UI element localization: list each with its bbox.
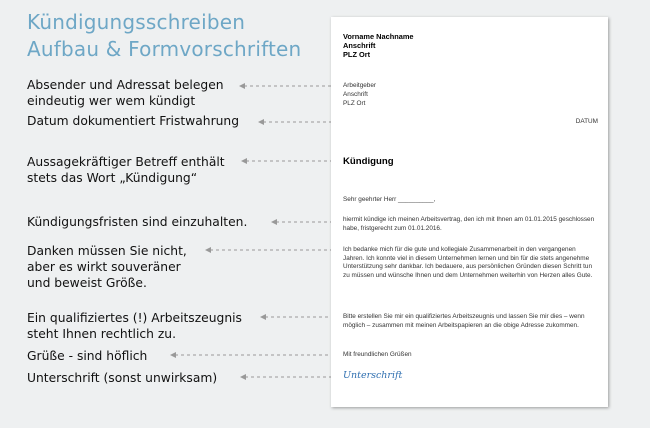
label-line: stets das Wort „Kündigung“: [27, 171, 198, 185]
label-line: Aussagekräftiger Betreff enthält: [27, 155, 225, 169]
letter-signature: Unterschrift: [343, 370, 403, 381]
recipient-block: [343, 81, 598, 108]
connector-greetings: [170, 352, 338, 358]
label-line: Ein qualifiziertes (!) Arbeitszeugnis: [27, 311, 242, 325]
connector-notice-period: [271, 219, 338, 225]
title-line-2: Aufbau & Formvorschriften: [27, 37, 302, 61]
label-line: Grüße - sind höflich: [27, 349, 148, 363]
sender-city: PLZ Ort: [343, 50, 371, 60]
letter-paragraph-thanks: Ich bedanke mich für die gute und kollegiale Zusammenarbeit in den vergangenen Jahren. Ich konnte viel in diesem Unternehmen lernen und bin für die stets angenehme Unterstützung sehr dankbar. Ich bedauere, aus persönlichen Gründen diesen Schritt tun zu müssen und wünsche Ihnen und dem Unternehmen weiterhin von Herzen alles Gute.: [343, 246, 593, 279]
letter-subject: Kündigung: [343, 156, 394, 167]
connector-reference: [260, 314, 338, 320]
label-line: Absender und Adressat belegen: [27, 78, 224, 92]
letter-paragraph-reference: Bitte erstellen Sie mir ein qualifiziertes Arbeitszeugnis und lassen Sie mir dies – wenn möglich – zusammen mit meinen Arbeitspapieren an die obige Adresse zukommen.: [343, 313, 585, 329]
letter-closing: Mit freundlichen Grüßen: [343, 351, 412, 358]
sender-street: Anschrift: [343, 41, 376, 51]
connector-signature: [240, 374, 338, 380]
connector-sender: [239, 83, 338, 89]
sender-name: Vorname Nachname: [343, 32, 414, 41]
recipient-name: Arbeitgeber: [343, 82, 377, 89]
label-line: aber es wirkt souveräner: [27, 260, 181, 274]
letter-sheet: [331, 17, 608, 407]
letter-salutation: Sehr geehrter Herr __________,: [343, 196, 436, 203]
recipient-city: PLZ Ort: [343, 100, 366, 107]
label-line: Unterschrift (sonst unwirksam): [27, 371, 218, 385]
label-line: Danken müssen Sie nicht,: [27, 244, 187, 258]
sender-block: [343, 32, 598, 60]
connector-subject: [241, 158, 338, 164]
label-line: Datum dokumentiert Fristwahrung: [27, 114, 240, 128]
recipient-street: Anschrift: [343, 91, 368, 98]
letter-paragraph-notice: hiermit kündige ich meinen Arbeitsvertrag, den ich mit Ihnen am 01.01.2015 geschlossen habe, fristgerecht zum 01.01.2016.: [343, 216, 595, 232]
label-line: und beweist Größe.: [27, 276, 147, 290]
label-line: steht Ihnen rechtlich zu.: [27, 327, 176, 341]
label-line: eindeutig wer wem kündigt: [27, 94, 196, 108]
label-line: Kündigungsfristen sind einzuhalten.: [27, 215, 248, 229]
title-line-1: Kündigungsschreiben: [27, 10, 246, 34]
letter-date: DATUM: [575, 118, 598, 125]
connector-thanks: [205, 247, 338, 253]
